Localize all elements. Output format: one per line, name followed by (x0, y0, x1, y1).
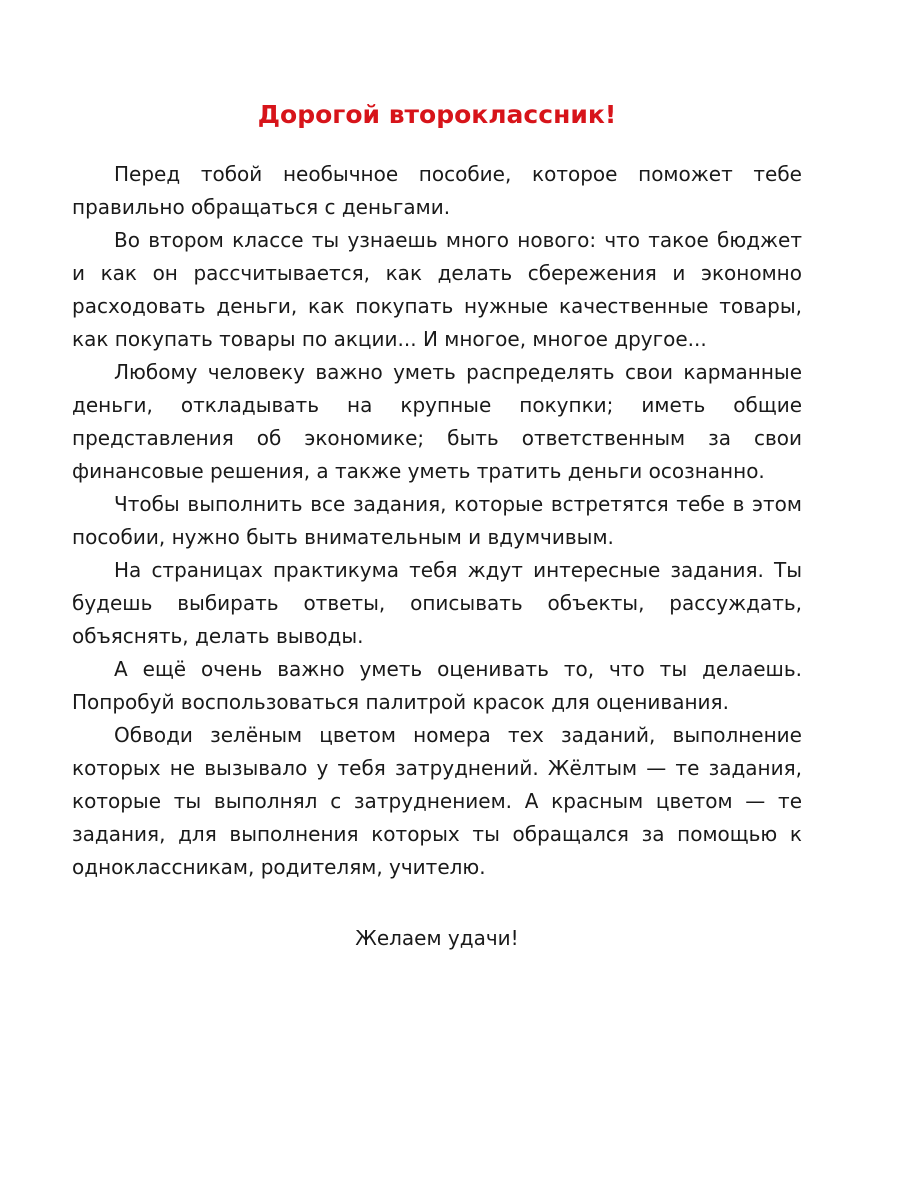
paragraph-1: Перед тобой необычное пособие, которое поможет тебе правильно обращаться с деньгами. (72, 162, 802, 219)
paragraph-4: Чтобы выполнить все задания, которые встретятся тебе в этом пособии, нужно быть внимательным и вдумчивым. (72, 492, 802, 549)
paragraph-3: Любому человеку важно уметь распределять свои карманные деньги, откладывать на крупные покупки; иметь общие представления об экономике; быть ответственным за свои финансовые решения, а также уметь тратить деньги осознанно. (72, 360, 802, 483)
paragraph-7: Обводи зелёным цветом номера тех заданий, выполнение которых не вызывало у тебя затруднений. Жёлтым — те задания, которые ты выполнял с затруднением. А красным цветом — те задания, для выполнения которых ты обращался за помощью к одноклассникам, родителям, учителю. (72, 723, 802, 879)
paragraph-2: Во втором классе ты узнаешь много нового: что такое бюджет и как он рассчитывается, как делать сбережения и экономно расходовать деньги, как покупать нужные качественные товары, как покупать товары по акции... И многое, многое другое... (72, 228, 802, 351)
page-title: Дорогой второклассник! (257, 100, 617, 129)
closing-wish: Желаем удачи! (355, 926, 519, 950)
paragraph-5: На страницах практикума тебя ждут интересные задания. Ты будешь выбирать ответы, описывать объекты, рассуждать, объяснять, делать выводы. (72, 558, 802, 648)
page-content (72, 90, 802, 955)
paragraph-6: А ещё очень важно уметь оценивать то, что ты делаешь. Попробуй воспользоваться палитрой красок для оценивания. (72, 657, 802, 714)
